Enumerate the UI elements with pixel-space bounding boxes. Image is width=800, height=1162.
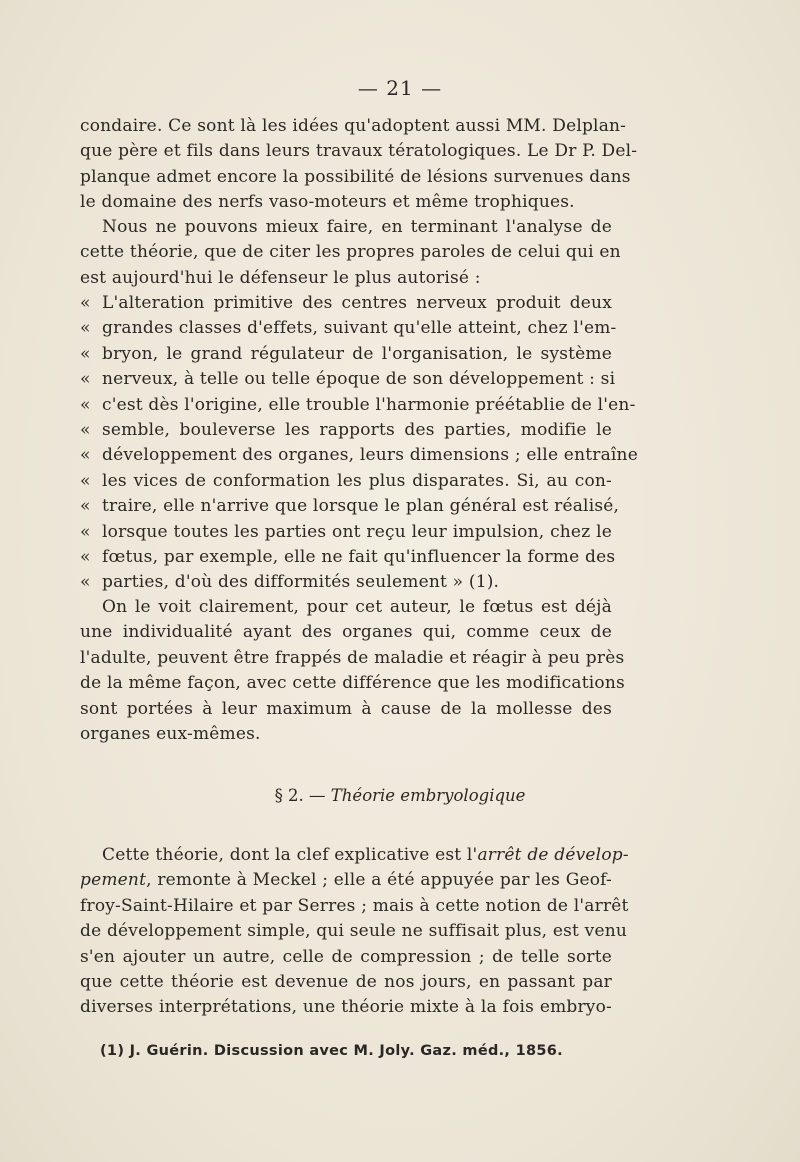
text-line: organes eux-mêmes. — [80, 723, 261, 744]
quote-text: semble, bouleverse les rapports des parties, modifie le — [102, 419, 612, 440]
quote-line — [80, 393, 636, 418]
text-line — [80, 868, 612, 893]
text-line: sont portées à leur maximum à cause de la mollesse des — [80, 698, 612, 719]
paragraph-3 — [80, 595, 625, 747]
italic-run: pement — [80, 870, 147, 891]
text-line: diverses interprétations, une théorie mixte à la fois embryo- — [80, 997, 612, 1018]
text-line: de développement simple, qui seule ne suffisait plus, est venu — [80, 921, 628, 942]
italic-run: arrêt de dévelop- — [477, 845, 629, 865]
quote-mark: « — [80, 419, 91, 440]
quote-line — [80, 316, 617, 341]
text-line: Nous ne pouvons mieux faire, en terminant l'analyse de — [102, 217, 612, 237]
quote-mark: « — [80, 445, 91, 466]
quote-text: L'alteration primitive des centres nerveux produit deux — [102, 293, 612, 313]
quote-line — [80, 418, 612, 443]
quote-text: bryon, le grand régulateur de l'organisation, le système — [102, 343, 612, 364]
text-line: condaire. Ce sont là les idées qu'adoptent aussi MM. Delplan- — [80, 116, 627, 136]
quote-text: les vices de conformation les plus disparates. Si, au con- — [102, 470, 612, 491]
quote-mark: « — [80, 318, 91, 339]
text-line: s'en ajouter un autre, celle de compression ; de telle sorte — [80, 946, 612, 967]
text-line: froy-Saint-Hilaire et par Serres ; mais à cette notion de l'arrêt — [80, 895, 629, 916]
text-line: est aujourd'hui le défenseur le plus autorisé : — [80, 267, 481, 288]
quote-text: lorsque toutes les parties ont reçu leur impulsion, chez le — [102, 521, 612, 542]
quote-line — [80, 520, 612, 545]
quote-mark: « — [80, 394, 91, 415]
paragraph-1 — [80, 114, 638, 216]
text-run: Cette théorie, dont la clef explicative est l' — [102, 845, 478, 865]
quote-text: fœtus, par exemple, elle ne fait qu'influencer la forme des — [102, 546, 616, 567]
text-line: cette théorie, que de citer les propres paroles de celui qui en — [80, 242, 621, 263]
text-line: On le voit clairement, pour cet auteur, le fœtus est déjà — [102, 597, 612, 617]
text-line: de la même façon, avec cette différence que les modifications — [80, 673, 625, 694]
paragraph-4 — [80, 843, 629, 1021]
text-line: une individualité ayant des organes qui, comme ceux de — [80, 622, 612, 643]
text-run: , remonte à Meckel ; elle a été appuyée par les Geof- — [146, 870, 612, 891]
quotation — [80, 291, 638, 596]
text-line: planque admet encore la possibilité de lésions survenues dans — [80, 166, 631, 187]
quote-text: traire, elle n'arrive que lorsque le plan général est réalisé, — [102, 496, 620, 517]
text-line — [80, 843, 629, 868]
text-line: que cette théorie est devenue de nos jours, en passant par — [80, 971, 612, 992]
quote-line — [80, 494, 620, 519]
quote-text: nerveux, à telle ou telle époque de son développement : si — [102, 369, 616, 390]
section-heading — [0, 786, 800, 805]
quote-line — [80, 291, 612, 316]
paragraph-2 — [80, 215, 621, 291]
text-line: le domaine des nerfs vaso-moteurs et même trophiques. — [80, 192, 575, 213]
quote-mark: « — [80, 496, 91, 517]
quote-line — [80, 342, 612, 367]
quote-text: c'est dès l'origine, elle trouble l'harmonie préétablie de l'en- — [102, 394, 636, 415]
quote-mark: « — [80, 572, 91, 593]
text-line: l'adulte, peuvent être frappés de maladie et réagir à peu près — [80, 647, 625, 668]
quote-line — [80, 545, 616, 570]
quote-mark: « — [80, 293, 91, 313]
quote-mark: « — [80, 521, 91, 542]
quote-line — [80, 469, 612, 494]
quote-text: grandes classes d'effets, suivant qu'elle atteint, chez l'em- — [102, 318, 617, 339]
quote-mark: « — [80, 546, 91, 567]
section-number: § 2. — — [274, 786, 326, 805]
quote-mark: « — [80, 343, 91, 364]
quote-line — [80, 367, 616, 392]
page-number: — 21 — — [357, 76, 443, 100]
quote-text: parties, d'où des difformités seulement » (1). — [102, 572, 500, 593]
footnote: (1) J. Guérin. Discussion avec M. Joly. Gaz. méd., 1856. — [100, 1043, 563, 1059]
quote-line — [80, 443, 638, 468]
quote-mark: « — [80, 369, 91, 390]
quote-text: développement des organes, leurs dimensions ; elle entraîne — [102, 445, 638, 466]
quote-line — [80, 570, 612, 595]
section-title: Théorie embryologique — [330, 786, 526, 805]
text-line: que père et fils dans leurs travaux tératologiques. Le Dr P. Del- — [80, 141, 638, 162]
quote-mark: « — [80, 470, 91, 491]
